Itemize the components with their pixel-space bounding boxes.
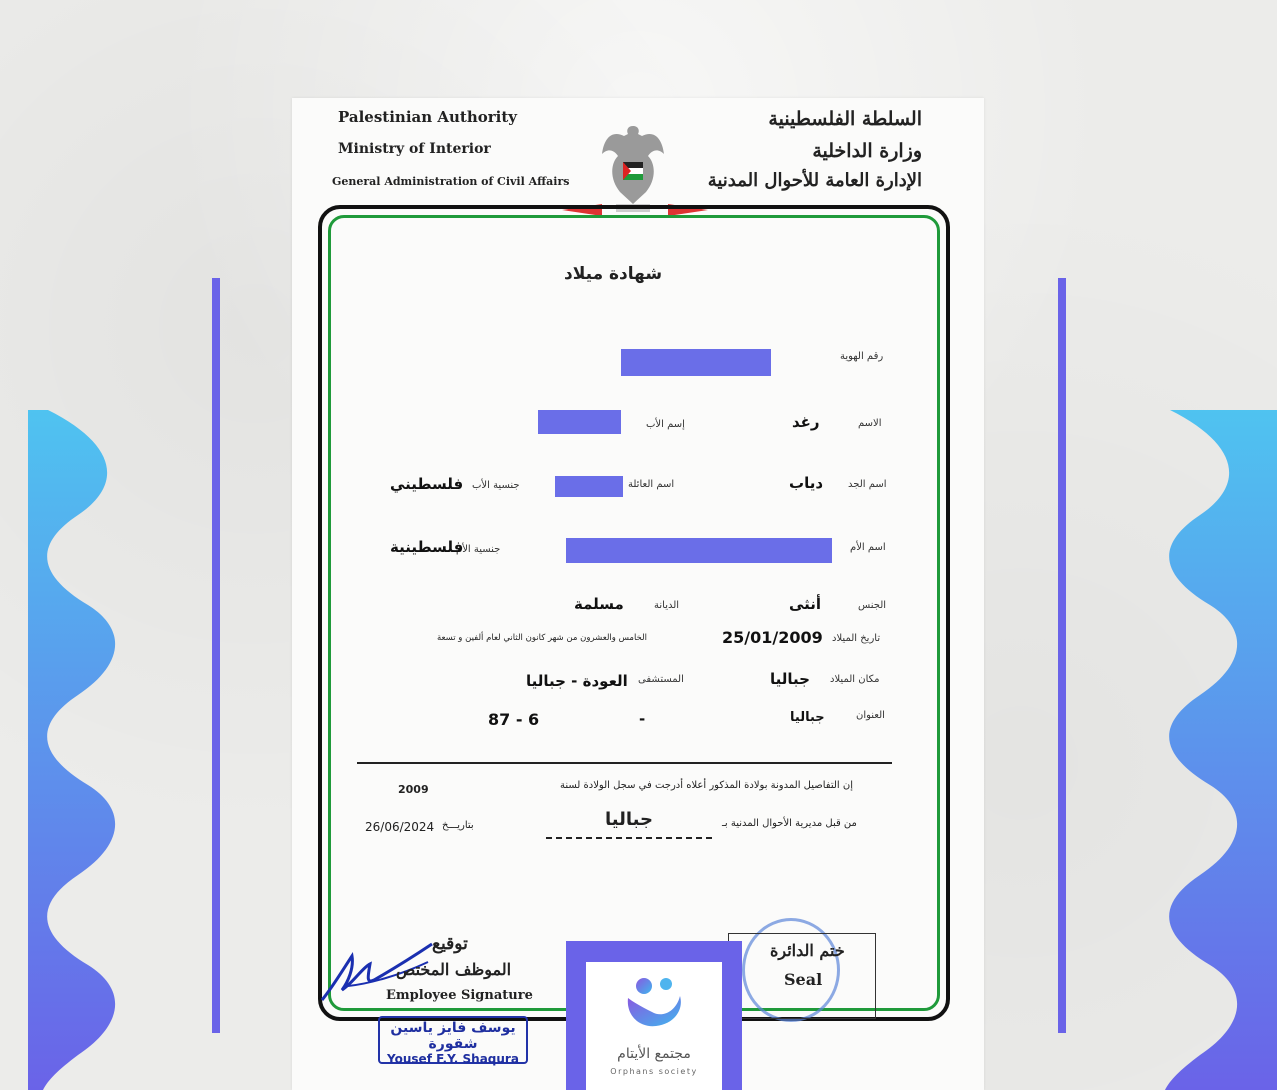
value-hospital: العودة - جباليا	[526, 672, 628, 690]
directorate-dashed-line	[546, 837, 712, 839]
label-religion: الديانة	[654, 600, 680, 611]
label-address: العنوان	[856, 710, 885, 721]
right-wave-decoration	[1150, 405, 1277, 1090]
value-religion: مسلمة	[574, 595, 624, 613]
label-birth-date: تاريخ الميلاد	[832, 633, 881, 644]
separator-line	[357, 762, 892, 764]
orphans-society-logo	[586, 962, 722, 1090]
label-father-nationality: جنسية الأب	[472, 480, 520, 491]
label-id-number: رقم الهوية	[840, 351, 884, 362]
header-en-civil-affairs: General Administration of Civil Affairs	[332, 175, 570, 188]
header-ar-ministry: وزارة الداخلية	[812, 140, 922, 162]
value-mother-nationality: فلسطينية	[390, 538, 464, 556]
label-mother-name: اسم الأم	[850, 542, 886, 553]
logo-ar-text: مجتمع الأيتام	[617, 1046, 691, 1062]
header-ar-authority: السلطة الفلسطينية	[768, 108, 922, 130]
header-en-ministry: Ministry of Interior	[338, 141, 491, 157]
value-birth-date-words: الخامس والعشرون من شهر كانون الثاني لعام ألفين و تسعة	[437, 633, 647, 643]
label-name: الاسم	[858, 418, 882, 429]
redacted-mother-name	[566, 538, 832, 563]
value-address-dash: -	[639, 710, 646, 728]
footer-statement: إن التفاصيل المدونة بولادة المذكور أعلاه أدرجت في سجل الولادة لسنة	[560, 780, 853, 791]
label-father-name: إسم الأب	[646, 419, 685, 430]
redacted-id-number	[621, 349, 771, 376]
header-ar-civil-affairs: الإدارة العامة للأحوال المدنية	[707, 170, 922, 191]
label-hospital: المستشفى	[638, 674, 684, 685]
footer-year: 2009	[398, 783, 429, 796]
footer-directorate: جباليا	[605, 809, 653, 830]
signature-ar-sign: توقيع	[432, 934, 468, 954]
value-address-number: 87 - 6	[488, 710, 540, 729]
value-name: رغد	[792, 413, 820, 431]
right-accent-bar	[1058, 278, 1066, 1033]
orphans-society-logo-frame	[566, 941, 742, 1090]
certificate-frame	[318, 205, 950, 1021]
stamp-en-name: Yousef F.Y. Shaqura	[387, 1052, 519, 1066]
employee-name-stamp	[378, 1016, 528, 1064]
value-birth-place: جباليا	[770, 670, 810, 688]
value-address-city: جباليا	[790, 710, 825, 725]
value-birth-date: 25/01/2009	[722, 628, 823, 647]
signature-en-employee: Employee Signature	[386, 988, 533, 1003]
footer-issued-by: من قبل مديرية الأحوال المدنية بـ	[722, 818, 857, 829]
footer-issue-date: 26/06/2024	[365, 820, 435, 834]
seal-ar: ختم الدائرة	[770, 941, 845, 960]
label-birth-place: مكان الميلاد	[830, 674, 880, 685]
redacted-father-name	[538, 410, 621, 434]
label-mother-nationality: جنسية الأم	[456, 544, 501, 555]
value-gender: أنثى	[789, 595, 822, 613]
left-accent-bar	[212, 278, 220, 1033]
label-grandfather-name: اسم الجد	[848, 479, 887, 490]
signature-ar-employee: الموظف المختص	[396, 960, 512, 979]
header-en-authority: Palestinian Authority	[338, 108, 517, 126]
value-father-nationality: فلسطيني	[390, 475, 464, 493]
label-gender: الجنس	[858, 600, 887, 611]
redacted-family-name	[555, 476, 623, 497]
left-wave-decoration	[28, 405, 128, 1090]
orphans-society-emblem-icon	[622, 972, 686, 1030]
logo-en-text: Orphans society	[610, 1067, 698, 1076]
certificate-title: شهادة ميلاد	[564, 264, 663, 284]
stamp-ar-name: يوسف فايز ياسين شقورة	[390, 1020, 516, 1052]
seal-en: Seal	[784, 970, 823, 989]
value-grandfather-name: دياب	[789, 474, 824, 492]
label-family-name: اسم العائلة	[628, 479, 675, 490]
footer-date-label: بتاريـــخ	[442, 820, 474, 831]
